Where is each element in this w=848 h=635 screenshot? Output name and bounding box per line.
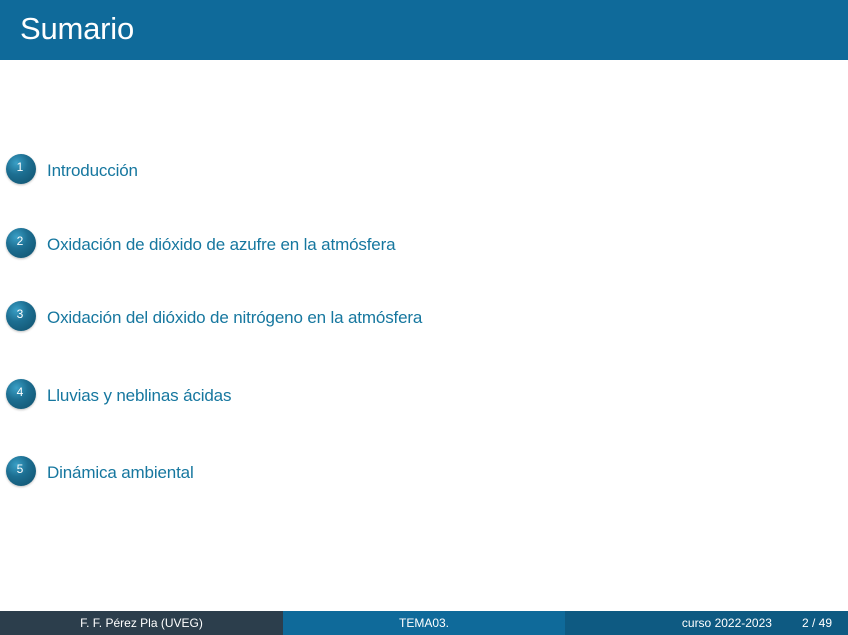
toc-item-5[interactable]	[6, 455, 194, 487]
section-number: 5	[16, 462, 24, 476]
section-number: 3	[16, 307, 24, 321]
section-number: 4	[16, 385, 24, 399]
section-number-badge	[6, 228, 36, 258]
toc-item-4[interactable]	[6, 378, 231, 410]
section-number: 1	[16, 160, 24, 174]
section-number-badge	[6, 456, 36, 486]
section-number-badge	[6, 379, 36, 409]
toc-link[interactable]: Dinámica ambiental	[47, 462, 194, 482]
slide-title: Sumario	[20, 10, 135, 46]
footer	[0, 611, 848, 635]
footer-short-title	[283, 611, 565, 635]
course-label: curso 2022-2023	[681, 616, 772, 630]
footer-author	[0, 611, 283, 635]
section-number-badge	[6, 301, 36, 331]
toc-link[interactable]: Introducción	[47, 160, 138, 180]
toc-link[interactable]: Lluvias y neblinas ácidas	[47, 385, 232, 405]
page-number: 2 / 49	[801, 616, 832, 630]
toc-item-1[interactable]	[6, 153, 138, 185]
toc-item-2[interactable]	[6, 227, 395, 259]
section-number-badge	[6, 154, 36, 184]
author-name: F. F. Pérez Pla (UVEG)	[80, 616, 203, 630]
section-number: 2	[16, 234, 24, 248]
toc-item-3[interactable]	[6, 300, 422, 332]
footer-info	[565, 611, 848, 635]
short-title: TEMA03.	[398, 616, 449, 630]
toc-link[interactable]: Oxidación de dióxido de azufre en la atmósfera	[47, 234, 396, 254]
toc-link[interactable]: Oxidación del dióxido de nitrógeno en la atmósfera	[47, 307, 423, 327]
